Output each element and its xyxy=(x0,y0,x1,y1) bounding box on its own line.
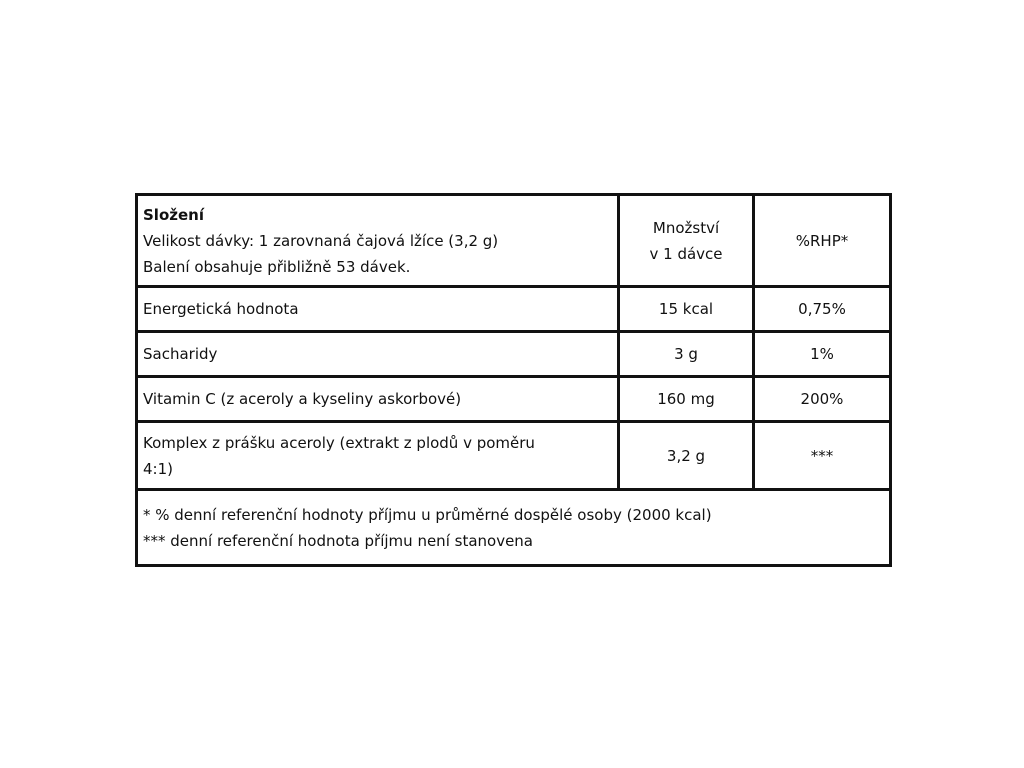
nutrient-rhp: 1% xyxy=(754,332,891,377)
table-header-row xyxy=(137,195,891,287)
nutrient-amount: 3,2 g xyxy=(619,422,754,490)
composition-header-cell xyxy=(137,195,619,287)
nutrient-name xyxy=(137,422,619,490)
footnotes-row xyxy=(137,490,891,566)
footnote-not-established: *** denní referenční hodnota příjmu není stanovena xyxy=(143,531,533,550)
nutrient-rhp: 200% xyxy=(754,377,891,422)
footnotes-cell xyxy=(137,490,891,566)
rhp-header-cell: %RHP* xyxy=(754,195,891,287)
nutrient-amount: 15 kcal xyxy=(619,287,754,332)
amount-header-line2: v 1 dávce xyxy=(649,244,723,263)
composition-title: Složení xyxy=(143,205,204,224)
table-row xyxy=(137,422,891,490)
nutrition-table xyxy=(135,193,892,567)
nutrient-amount: 160 mg xyxy=(619,377,754,422)
table-row xyxy=(137,287,891,332)
nutrient-amount: 3 g xyxy=(619,332,754,377)
amount-header-cell xyxy=(619,195,754,287)
nutrient-name: Vitamin C (z aceroly a kyseliny askorbové) xyxy=(137,377,619,422)
nutrient-rhp: 0,75% xyxy=(754,287,891,332)
amount-header-line1: Množství xyxy=(652,218,720,237)
footnote-rhp: * % denní referenční hodnoty příjmu u průměrné dospělé osoby (2000 kcal) xyxy=(143,505,712,524)
nutrient-name-line2: 4:1) xyxy=(143,459,173,478)
table-row xyxy=(137,377,891,422)
package-contents-text: Balení obsahuje přibližně 53 dávek. xyxy=(143,257,411,276)
nutrient-name: Sacharidy xyxy=(137,332,619,377)
serving-size-text: Velikost dávky: 1 zarovnaná čajová lžíce (3,2 g) xyxy=(143,231,499,250)
table-row xyxy=(137,332,891,377)
nutrient-rhp: *** xyxy=(754,422,891,490)
nutrient-name: Energetická hodnota xyxy=(137,287,619,332)
nutrient-name-line1: Komplex z prášku aceroly (extrakt z plodů v poměru xyxy=(143,433,535,452)
